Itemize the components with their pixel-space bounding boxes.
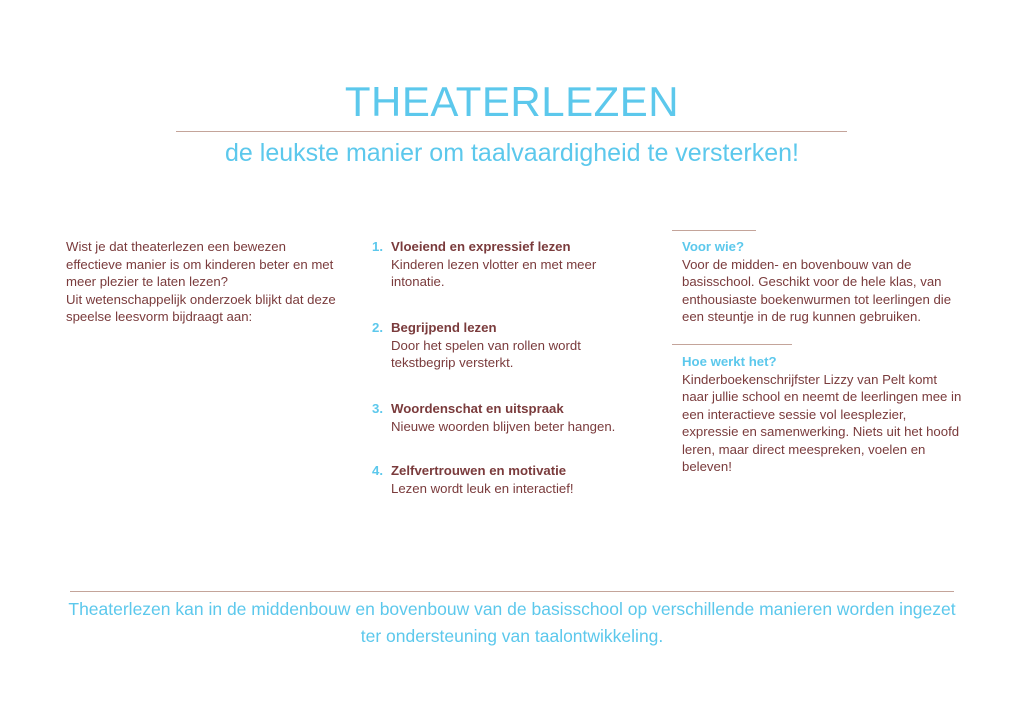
- intro-paragraph: Uit wetenschappelijk onderzoek blijkt dat deze speelse leesvorm bijdraagt aan:: [66, 291, 336, 324]
- benefit-body: Kinderen lezen vlotter en met meer intonatie.: [391, 256, 597, 289]
- benefit-item: [372, 238, 642, 291]
- benefit-heading: Woordenschat en uitspraak: [391, 401, 564, 416]
- section-divider: [672, 344, 792, 345]
- benefit-body: Lezen wordt leuk en interactief!: [391, 480, 574, 496]
- benefit-item: [372, 400, 642, 435]
- benefit-body: Door het spelen van rollen wordt tekstbegrip versterkt.: [391, 337, 581, 370]
- benefit-item: [372, 319, 642, 372]
- benefit-number: 4.: [372, 463, 383, 478]
- intro-text: [66, 238, 341, 326]
- benefit-number: 1.: [372, 239, 383, 254]
- benefit-heading: Begrijpend lezen: [391, 320, 497, 335]
- benefit-body: Nieuwe woorden blijven beter hangen.: [391, 418, 616, 434]
- footer-divider: [70, 591, 954, 592]
- intro-paragraph: Wist je dat theaterlezen een bewezen effectieve manier is om kinderen beter en met meer plezier te laten lezen?: [66, 239, 334, 289]
- page-subtitle: de leukste manier om taalvaardigheid te versterken!: [225, 139, 799, 167]
- how-it-works-section: [682, 353, 962, 476]
- benefit-item: [372, 462, 642, 497]
- for-whom-body: Voor de midden- en bovenbouw van de basisschool. Geschikt voor de hele klas, van enthousiaste boekenwurmen tot leerlingen die een steuntje in de rug kunnen gebruiken.: [682, 256, 952, 324]
- benefit-heading: Zelfvertrouwen en motivatie: [391, 463, 567, 478]
- for-whom-section: [682, 238, 962, 326]
- how-it-works-body: Kinderboekenschrijfster Lizzy van Pelt komt naar jullie school en neemt de leerlingen mee in een interactieve sessie vol leesplezier, expressie en samenwerking. Niets uit het hoofd leren, maar direct meespreken, voelen en beleven!: [682, 371, 962, 474]
- page-title: THEATERLEZEN: [344, 78, 680, 125]
- section-divider: [672, 230, 756, 231]
- how-it-works-heading: Hoe werkt het?: [682, 354, 777, 369]
- benefit-number: 2.: [372, 320, 383, 335]
- title-divider: [176, 131, 847, 132]
- for-whom-heading: Voor wie?: [682, 239, 745, 254]
- footer-text: Theaterlezen kan in de middenbouw en bovenbouw van de basisschool op verschillende manieren worden ingezet ter ondersteuning van taalontwikkeling.: [68, 599, 956, 646]
- benefit-number: 3.: [372, 401, 383, 416]
- benefit-heading: Vloeiend en expressief lezen: [391, 239, 571, 254]
